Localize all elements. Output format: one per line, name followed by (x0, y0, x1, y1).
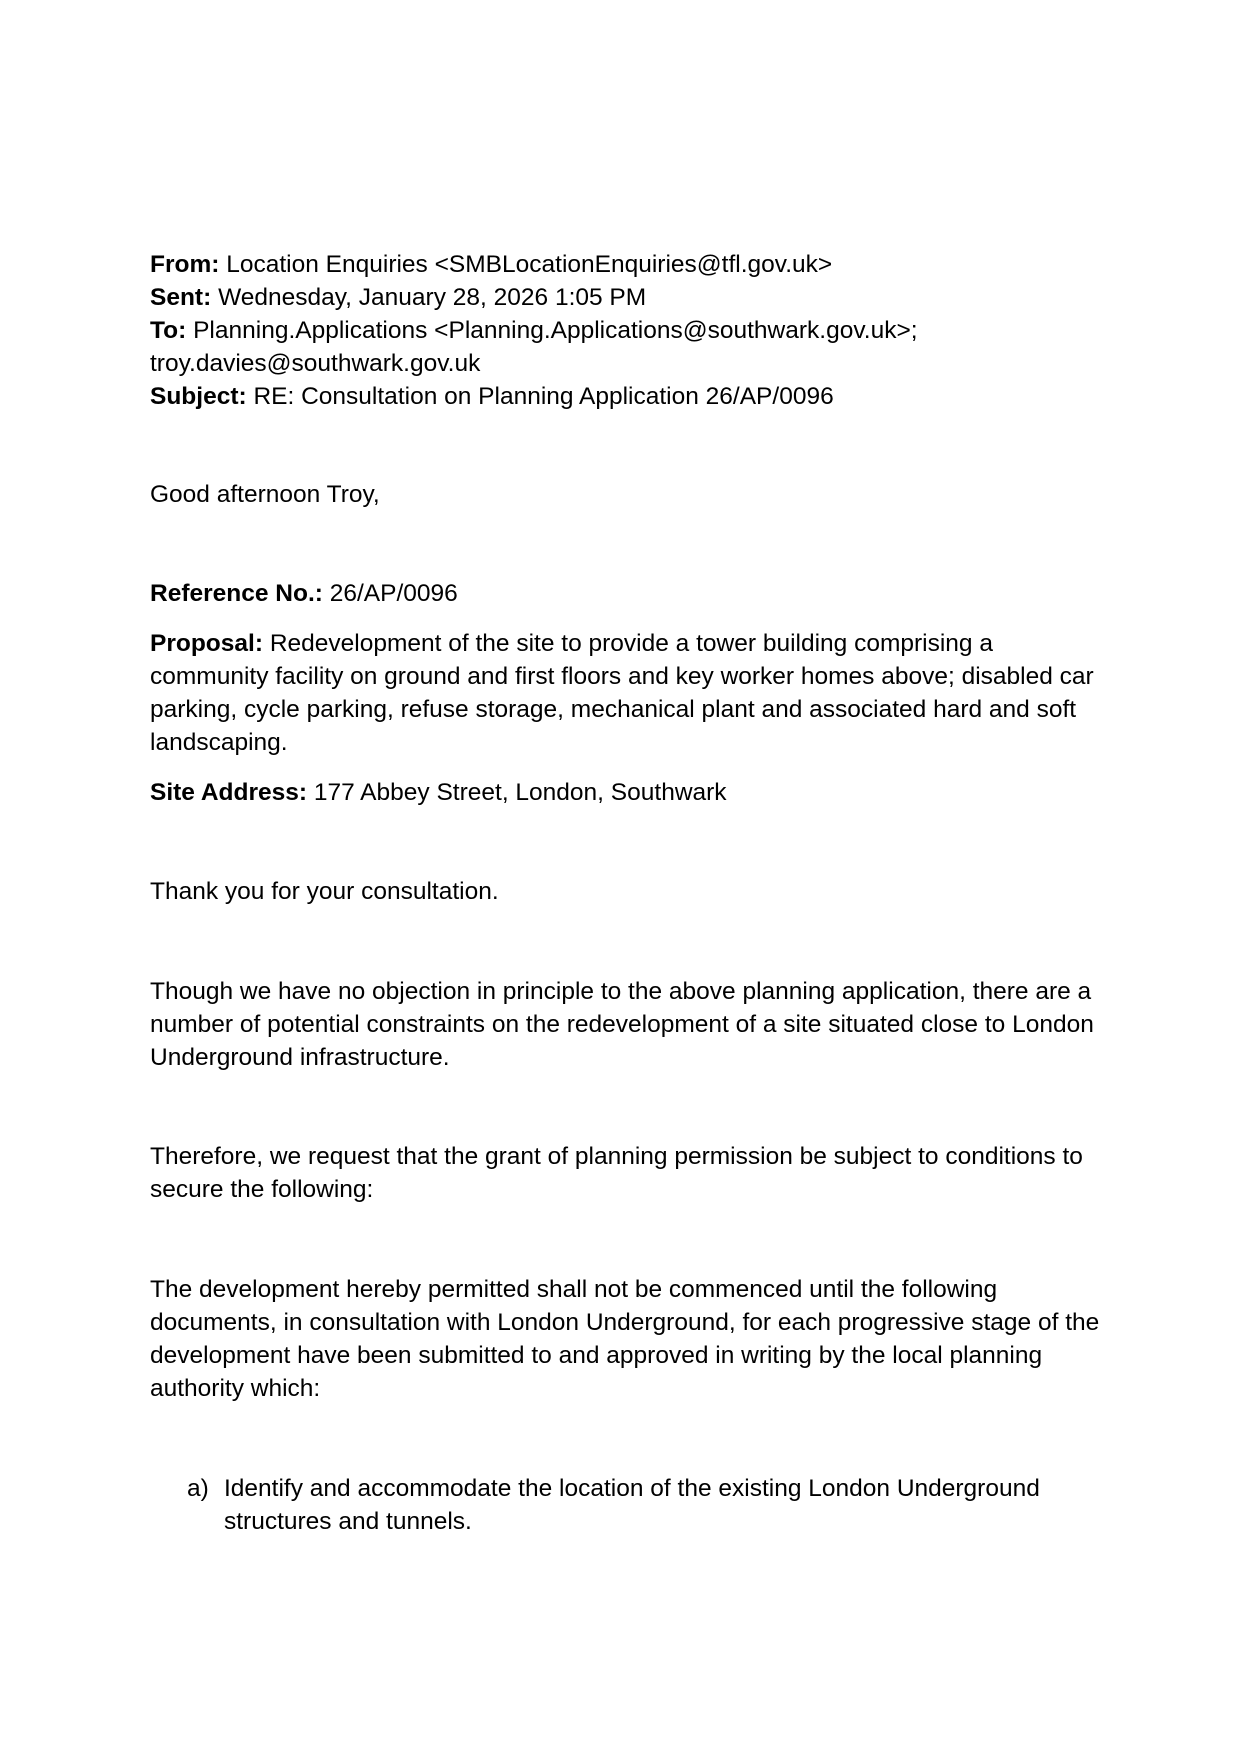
paragraph-no-objection: Though we have no objection in principle to the above planning application, there are a number of potential constraints on the redevelopment of a site situated close to London Underground infrastructure. (150, 978, 1094, 1071)
from-line (150, 248, 1100, 281)
greeting: Good afternoon Troy, (150, 481, 380, 508)
subject-line (150, 380, 1100, 413)
email-header (150, 248, 1100, 413)
paragraph-conditions-request: Therefore, we request that the grant of planning permission be subject to conditions to secure the following: (150, 1143, 1083, 1203)
subject-value: RE: Consultation on Planning Application 26/AP/0096 (253, 383, 834, 410)
sent-line (150, 281, 1100, 314)
to-label: To: (150, 317, 187, 344)
subject-label: Subject: (150, 383, 247, 410)
paragraph-development-condition: The development hereby permitted shall not be commenced until the following documents, in consultation with London Underground, for each progressive stage of the development have been submitted to and approved in writing by the local planning authority which: (150, 1276, 1100, 1402)
reference-number (150, 577, 1100, 610)
site-address (150, 776, 1100, 809)
from-value: Location Enquiries <SMBLocationEnquiries@tfl.gov.uk> (226, 251, 833, 278)
sent-label: Sent: (150, 284, 212, 311)
proposal-value: Redevelopment of the site to provide a tower building comprising a community facility on ground and first floors and key worker homes above; disabled car parking, cycle parking, refuse storage, mechanical plant and associated hard and soft landscaping. (150, 630, 1094, 756)
proposal-label: Proposal: (150, 630, 263, 657)
thanks-line: Thank you for your consultation. (150, 878, 499, 905)
site-value: 177 Abbey Street, London, Southwark (313, 779, 727, 806)
site-label: Site Address: (150, 779, 308, 806)
reference-label: Reference No.: (150, 580, 323, 607)
reference-value: 26/AP/0096 (329, 580, 458, 607)
to-line (150, 314, 1100, 347)
list-item-marker: a) (187, 1475, 209, 1502)
list-item-text: Identify and accommodate the location of the existing London Underground structures and tunnels. (224, 1475, 1040, 1535)
to-line-continued: troy.davies@southwark.gov.uk (150, 350, 481, 377)
proposal (150, 627, 1100, 759)
sent-value: Wednesday, January 28, 2026 1:05 PM (218, 284, 647, 311)
from-label: From: (150, 251, 220, 278)
to-value: Planning.Applications <Planning.Applications@southwark.gov.uk>; (193, 317, 918, 344)
